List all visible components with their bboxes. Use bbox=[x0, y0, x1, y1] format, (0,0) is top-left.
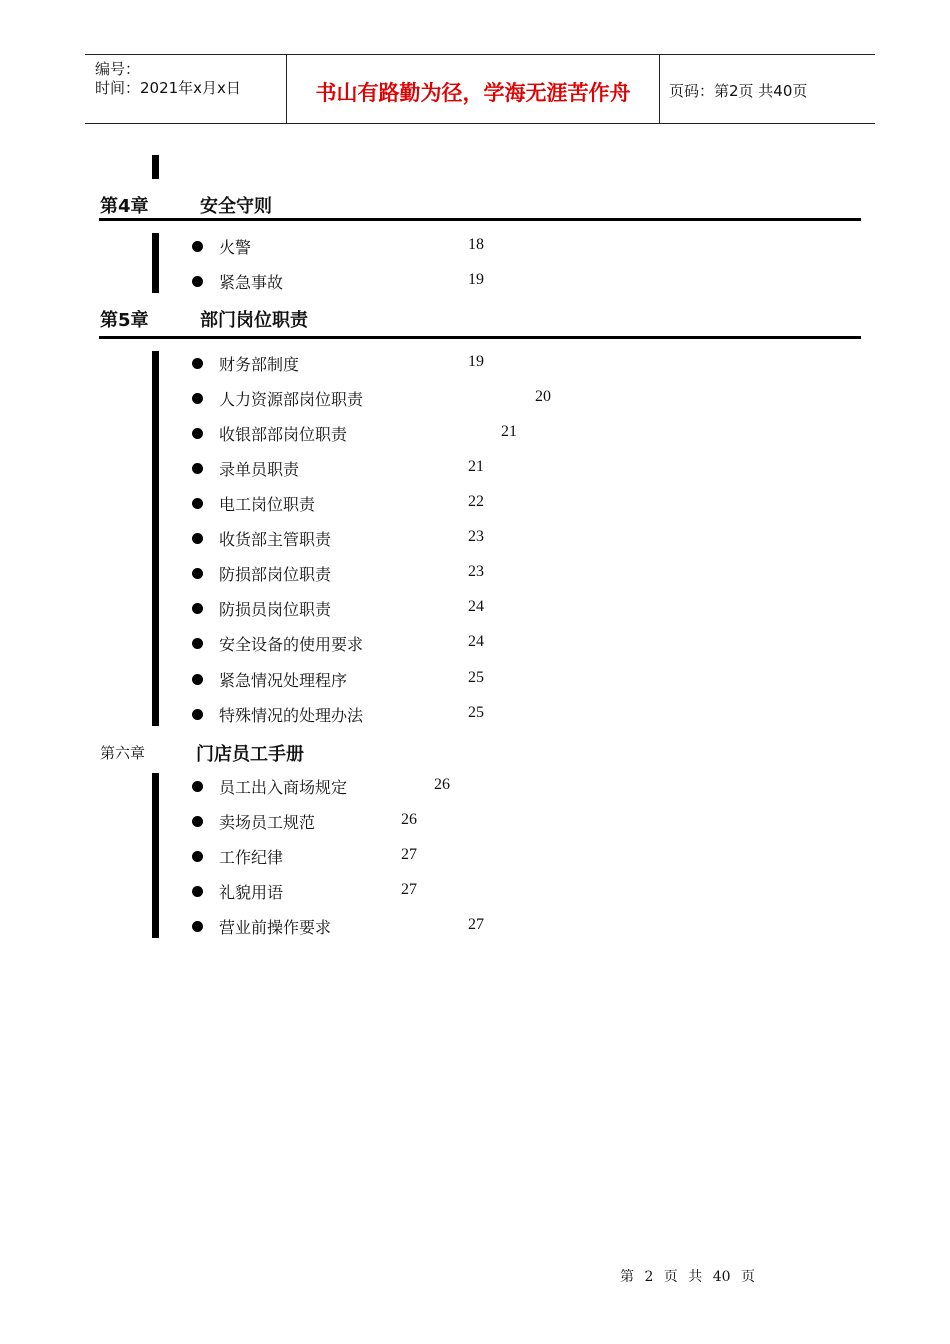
chapter-label: 第4章 bbox=[100, 196, 149, 217]
toc-entry-text: 收银部部岗位职责 bbox=[219, 425, 348, 444]
toc-entry-page: 24 bbox=[468, 633, 484, 650]
chapter-label: 第六章 bbox=[100, 744, 146, 762]
toc-entry-page: 20 bbox=[535, 388, 551, 405]
toc-entry-text: 营业前操作要求 bbox=[219, 918, 332, 937]
bullet-icon bbox=[192, 393, 203, 404]
toc-entry-text: 录单员职责 bbox=[219, 460, 300, 479]
chapter-label: 第5章 bbox=[100, 310, 149, 331]
bullet-icon bbox=[192, 603, 203, 614]
header-motto-cell bbox=[287, 55, 660, 123]
bullet-icon bbox=[192, 358, 203, 369]
toc-entry-page: 21 bbox=[501, 423, 517, 440]
bullet-icon bbox=[192, 886, 203, 897]
page-footer: 第 2 页 共 40 页 bbox=[620, 1269, 755, 1285]
toc-entry-text: 紧急情况处理程序 bbox=[219, 671, 348, 690]
toc-entry-page: 22 bbox=[468, 493, 484, 510]
chapter-title: 部门岗位职责 bbox=[200, 310, 308, 331]
section-bar bbox=[152, 351, 159, 726]
chapter-title: 门店员工手册 bbox=[196, 744, 304, 765]
chapter-rule bbox=[99, 336, 861, 339]
header-motto: 书山有路勤为径，学海无涯苦作舟 bbox=[315, 81, 631, 105]
toc-entry-page: 18 bbox=[468, 236, 484, 253]
bullet-icon bbox=[192, 463, 203, 474]
toc-entry-page: 26 bbox=[401, 811, 417, 828]
toc-entry-page: 19 bbox=[468, 271, 484, 288]
toc-entry-text: 火警 bbox=[219, 238, 252, 257]
bullet-icon bbox=[192, 638, 203, 649]
toc-entry-text: 收货部主管职责 bbox=[219, 530, 332, 549]
bullet-icon bbox=[192, 428, 203, 439]
toc-entry-page: 26 bbox=[434, 776, 450, 793]
bullet-icon bbox=[192, 568, 203, 579]
toc-entry-text: 人力资源部岗位职责 bbox=[219, 390, 364, 409]
toc-entry-page: 27 bbox=[401, 881, 417, 898]
toc-entry-text: 特殊情况的处理办法 bbox=[219, 706, 364, 725]
toc-entry-text: 紧急事故 bbox=[219, 273, 284, 292]
toc-entry-text: 财务部制度 bbox=[219, 355, 300, 374]
bullet-icon bbox=[192, 851, 203, 862]
toc-entry-text: 礼貌用语 bbox=[219, 883, 284, 902]
toc-entry-text: 防损部岗位职责 bbox=[219, 565, 332, 584]
document-number-label: 编号： bbox=[95, 60, 141, 78]
header-page-info: 页码：第2页 共40页 bbox=[669, 82, 808, 100]
bullet-icon bbox=[192, 498, 203, 509]
toc-entry-text: 电工岗位职责 bbox=[219, 495, 316, 514]
toc-entry-page: 19 bbox=[468, 353, 484, 370]
chapter-title: 安全守则 bbox=[200, 196, 272, 217]
header-meta-cell bbox=[85, 55, 287, 123]
section-bar bbox=[152, 155, 159, 179]
bullet-icon bbox=[192, 674, 203, 685]
bullet-icon bbox=[192, 533, 203, 544]
bullet-icon bbox=[192, 241, 203, 252]
toc-entry-page: 27 bbox=[401, 846, 417, 863]
toc-entry-page: 25 bbox=[468, 704, 484, 721]
toc-entry-text: 工作纪律 bbox=[219, 848, 284, 867]
toc-entry-text: 安全设备的使用要求 bbox=[219, 635, 364, 654]
toc-entry-text: 卖场员工规范 bbox=[219, 813, 316, 832]
bullet-icon bbox=[192, 276, 203, 287]
toc-entry-page: 23 bbox=[468, 528, 484, 545]
bullet-icon bbox=[192, 709, 203, 720]
toc-entry-page: 23 bbox=[468, 563, 484, 580]
toc-entry-page: 25 bbox=[468, 669, 484, 686]
chapter-rule bbox=[99, 218, 861, 221]
bullet-icon bbox=[192, 921, 203, 932]
section-bar bbox=[152, 773, 159, 938]
toc-entry-page: 21 bbox=[468, 458, 484, 475]
toc-entry-page: 24 bbox=[468, 598, 484, 615]
bullet-icon bbox=[192, 781, 203, 792]
toc-entry-text: 员工出入商场规定 bbox=[219, 778, 348, 797]
header-page-cell bbox=[661, 55, 875, 123]
bullet-icon bbox=[192, 816, 203, 827]
section-bar bbox=[152, 233, 159, 293]
document-time-label: 时间：2021年x月x日 bbox=[95, 79, 241, 97]
toc-entry-text: 防损员岗位职责 bbox=[219, 600, 332, 619]
page-header bbox=[85, 54, 875, 124]
toc-entry-page: 27 bbox=[468, 916, 484, 933]
